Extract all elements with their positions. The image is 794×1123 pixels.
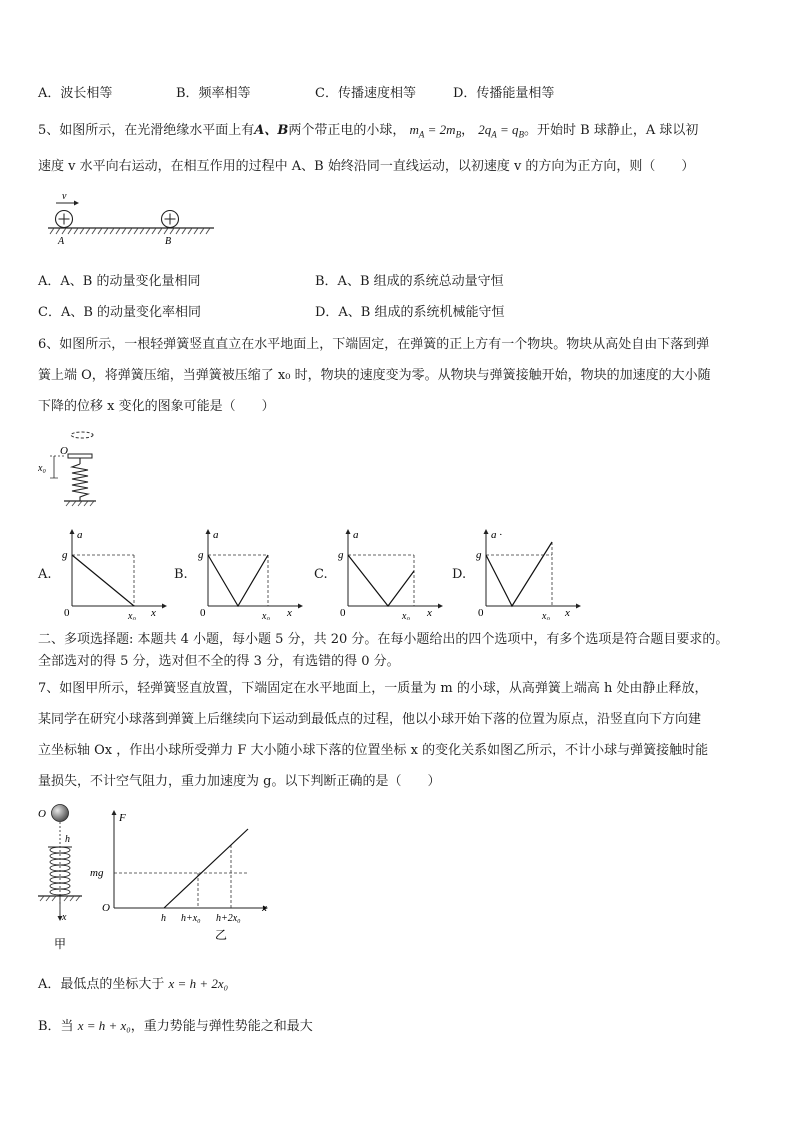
q5-option-b: B．A、B 组成的系统总动量守恒 bbox=[315, 274, 504, 289]
q5-mass-relation: $m_A = 2m_B$ bbox=[409, 122, 462, 140]
q5-stem-line1: 5、如图所示，在光滑绝缘水平面上有A、B两个带正电的小球， $m_A = 2m_B$， $2q_A = q_B$。开始时 B 球静止，A 球以初 bbox=[38, 122, 699, 140]
axis-label-x: x bbox=[262, 902, 267, 914]
label-o: O bbox=[38, 808, 46, 820]
label-v: v bbox=[62, 191, 67, 202]
q4-option-d: D．传播能量相等 bbox=[453, 86, 555, 101]
q5-stem-line2: 速度 v 水平向右运动，在相互作用的过程中 A、B 始终沿同一直线运动，以初速度 v 的方向为正方向，则（ ） bbox=[38, 159, 695, 174]
block-dashed bbox=[71, 432, 93, 438]
q5-option-d: D．A、B 组成的系统机械能守恒 bbox=[315, 305, 505, 320]
curve bbox=[72, 555, 134, 606]
axis-label-x: x bbox=[427, 607, 432, 619]
tick-zero: 0 bbox=[64, 607, 70, 619]
q7-stem-line1: 7、如图甲所示，轻弹簧竖直放置，下端固定在水平地面上，一质量为 m 的小球，从高弹簧上端高 h 处由静止释放， bbox=[38, 681, 708, 696]
ball bbox=[52, 805, 69, 822]
q6-option-c: C. bbox=[314, 567, 328, 582]
q6-graph-c bbox=[336, 528, 446, 620]
q7-option-b-math: x = h + x₀ bbox=[77, 1018, 131, 1033]
label-h: h bbox=[65, 834, 70, 845]
curve bbox=[348, 555, 414, 606]
q5-ab: A、B bbox=[254, 123, 289, 138]
tick-mg: mg bbox=[90, 867, 104, 879]
caption-jia: 甲 bbox=[54, 937, 67, 951]
spring-plate bbox=[68, 454, 92, 458]
section2-line2: 全部选对的得 5 分，选对但不全的得 3 分，有选错的得 0 分。 bbox=[38, 654, 400, 669]
label-x0: x₀ bbox=[38, 463, 46, 474]
section2-line1: 二、多项选择题: 本题共 4 小题，每小题 5 分，共 20 分。在每小题给出的四个选项中，有多个选项是符合题目要求的。 bbox=[38, 632, 729, 647]
q7-option-a: A．最低点的坐标大于 x = h + 2x₀ bbox=[38, 976, 229, 992]
tick-h-2x0: h+2x₀ bbox=[216, 913, 241, 924]
axis-label-x: x bbox=[565, 607, 570, 619]
q7-stem-line4: 量损失，不计空气阻力，重力加速度为 g。以下判断正确的是（ ） bbox=[38, 774, 441, 789]
spring-coil bbox=[72, 464, 88, 501]
q6-spring-figure bbox=[38, 428, 108, 508]
curve bbox=[486, 542, 552, 606]
axis-label-x: x bbox=[151, 607, 156, 619]
q4-option-b: B．频率相等 bbox=[176, 86, 251, 101]
ground-hatch bbox=[50, 228, 210, 234]
q6-graph-b bbox=[196, 528, 306, 620]
q5-option-a: A．A、B 的动量变化量相同 bbox=[38, 274, 201, 289]
tick-x0: x₀ bbox=[402, 611, 410, 620]
q5-text: 。开始时 B 球静止，A 球以初 bbox=[524, 123, 699, 138]
label-b: B bbox=[165, 236, 172, 247]
tick-x0: x₀ bbox=[128, 611, 136, 620]
q6-graph-a bbox=[60, 528, 170, 620]
q5-option-c: C．A、B 的动量变化率相同 bbox=[38, 305, 202, 320]
q4-option-c: C．传播速度相等 bbox=[315, 86, 416, 101]
tick-zero: 0 bbox=[200, 607, 206, 619]
axis-label-a: a bbox=[213, 529, 219, 541]
tick-o: O bbox=[102, 902, 110, 914]
q7-figure-yi bbox=[88, 805, 278, 945]
q5-text: 两个带正电的小球， bbox=[288, 123, 406, 138]
label-a: A bbox=[58, 236, 65, 247]
axis-label-f: F bbox=[119, 812, 126, 824]
force-line bbox=[164, 829, 248, 908]
q7-figure-jia bbox=[36, 800, 96, 956]
label-x: x bbox=[62, 912, 67, 923]
q6-option-a: A. bbox=[38, 567, 52, 582]
tick-zero: 0 bbox=[340, 607, 346, 619]
axis-label-a: a · bbox=[491, 529, 502, 541]
q5-charge-relation: $2q_A = q_B$ bbox=[478, 122, 525, 140]
tick-h: h bbox=[161, 913, 166, 924]
q6-stem-line3: 下降的位移 x 变化的图象可能是（ ） bbox=[38, 399, 275, 414]
axis-label-x: x bbox=[287, 607, 292, 619]
tick-g: g bbox=[476, 549, 482, 561]
axis-label-a: a bbox=[353, 529, 359, 541]
q7-option-a-math: x = h + 2x₀ bbox=[168, 976, 229, 991]
q7-stem-line2: 某同学在研究小球落到弹簧上后继续向下运动到最低点的过程，他以小球开始下落的位置为原点，沿竖直向下方向建 bbox=[38, 712, 702, 727]
q6-stem-line2: 簧上端 O，将弹簧压缩，当弹簧被压缩了 x₀ 时，物块的速度变为零。从物块与弹簧接触开始，物块的加速度的大小随 bbox=[38, 368, 711, 383]
label-o: O bbox=[60, 445, 68, 457]
q5-figure bbox=[44, 188, 216, 248]
tick-g: g bbox=[198, 549, 204, 561]
q6-stem-line1: 6、如图所示，一根轻弹簧竖直直立在水平地面上，下端固定，在弹簧的正上方有一个物块。物块从高处自由下落到弹 bbox=[38, 337, 710, 352]
tick-x0: x₀ bbox=[262, 611, 270, 620]
caption-yi: 乙 bbox=[215, 928, 228, 942]
tick-g: g bbox=[338, 549, 344, 561]
tick-x0: x₀ bbox=[542, 611, 550, 620]
q4-option-a: A．波长相等 bbox=[38, 86, 113, 101]
q7-stem-line3: 立坐标轴 Ox ，作出小球所受弹力 F 大小随小球下落的位置坐标 x 的变化关系如图乙所示，不计小球与弹簧接触时能 bbox=[38, 743, 709, 758]
tick-g: g bbox=[62, 549, 68, 561]
q6-option-d: D. bbox=[452, 567, 467, 582]
axis-label-a: a bbox=[77, 529, 83, 541]
q6-option-b: B. bbox=[174, 567, 188, 582]
curve bbox=[208, 555, 268, 606]
tick-h-x0: h+x₀ bbox=[181, 913, 201, 924]
tick-zero: 0 bbox=[478, 607, 484, 619]
q6-graph-d bbox=[474, 528, 584, 620]
q7-option-b: B．当 x = h + x₀，重力势能与弹性势能之和最大 bbox=[38, 1018, 313, 1034]
q5-text: 5、如图所示，在光滑绝缘水平面上有 bbox=[38, 123, 255, 138]
